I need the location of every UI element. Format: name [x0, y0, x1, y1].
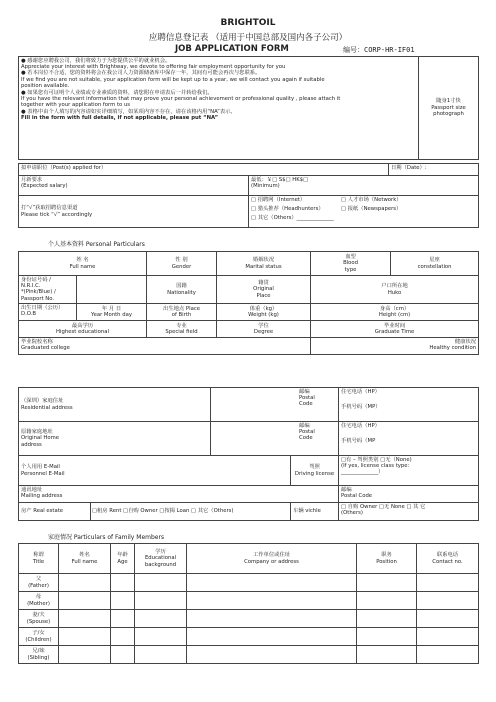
notice-line: ● 如果您有可证明个人业绩或专业素质的资料，请您附在申请表后一并转给我们。: [21, 89, 213, 96]
family-relation-father: 父 (Father): [19, 574, 59, 592]
family-cell[interactable]: [135, 628, 187, 646]
family-cell[interactable]: [357, 646, 417, 664]
notice-line: ● 感谢您应聘我公司，我们将致力于为您提供公平的就业机会。: [21, 57, 171, 64]
family-cell[interactable]: [417, 592, 479, 610]
family-header-contact: 联系电话 Contact no.: [417, 544, 479, 574]
salary-label-cell: [19, 176, 249, 196]
photo-label-en: photograph: [433, 111, 464, 118]
notice-line: If we find you are not suitable, your application form will be kept up to a year, we will contact you again if suitable: [21, 76, 325, 83]
family-cell[interactable]: [417, 646, 479, 664]
family-cell[interactable]: [111, 628, 135, 646]
channel-options: [249, 196, 479, 228]
family-cell[interactable]: [59, 610, 111, 628]
family-cell[interactable]: [135, 610, 187, 628]
family-cell[interactable]: [417, 574, 479, 592]
notice-line: together with your application form to us: [21, 102, 131, 109]
salary-minimum-en: (Minimum): [251, 183, 280, 189]
family-header-name: 姓名 Full name: [59, 544, 111, 574]
family-header-age: 年龄 Age: [111, 544, 135, 574]
channel-newspaper-checkbox[interactable]: □ 报纸（Newspapers）: [341, 206, 402, 212]
position-field[interactable]: [19, 164, 389, 176]
id-label: 身份证号码 / N.R.I.C. *(Pink/Blue) / Passport No.: [19, 276, 77, 304]
notice-text: [19, 57, 419, 160]
family-cell[interactable]: [135, 574, 187, 592]
name-label: 姓 名 Full name: [19, 252, 147, 276]
channel-label-cell: [19, 196, 249, 228]
channel-headhunter-checkbox[interactable]: □ 猎头推荐（Headhunters）: [251, 206, 324, 212]
notice-line: position available.: [21, 83, 70, 90]
family-cell[interactable]: [59, 628, 111, 646]
table-row: [19, 592, 479, 610]
special-field-label: 专业 Special field: [147, 321, 217, 338]
family-cell[interactable]: [187, 628, 357, 646]
family-relation-mother: 母 (Mother): [19, 592, 59, 610]
channel-others-checkbox[interactable]: □ 其它（Others）______________: [251, 215, 334, 222]
channel-label-en: Please tick “√” accordingly: [21, 211, 93, 218]
date-label: 日期（Date）:: [391, 164, 427, 171]
form-title-en: JOB APPLICATION FORM: [175, 44, 289, 54]
real-estate-label: 房产 Real estate: [19, 503, 91, 521]
notice-line: If you have the relevant information that may prove your personal achievement or professional quality , please attach it: [21, 96, 341, 103]
marital-label: 婚姻状况 Marital status: [217, 252, 311, 276]
family-cell[interactable]: [187, 646, 357, 664]
contact-table: [18, 387, 479, 521]
gender-label: 性 别 Gender: [147, 252, 217, 276]
original-address-field[interactable]: 原籍家庭地址 Original Home address: [19, 422, 211, 456]
family-relation-sibling: 兄/妹 (Sibling): [19, 646, 59, 664]
table-row: [19, 628, 479, 646]
salary-minimum-field[interactable]: [249, 176, 479, 196]
family-cell[interactable]: [59, 574, 111, 592]
family-cell[interactable]: [187, 592, 357, 610]
family-section-title: 家庭情况 Particulars of Family Members: [48, 534, 165, 541]
residential-label-en: Residential address: [21, 404, 73, 411]
family-relation-spouse: 妻/夫 (Spouse): [19, 610, 59, 628]
family-header-company: 工作单位或住址 Company or address: [187, 544, 357, 574]
position-label: 拟申请职位（Post(s) applied for）: [21, 164, 107, 171]
driving-license-label: 驾照 Driving license: [291, 456, 339, 486]
dob-field[interactable]: 年 月 日 Year Month day: [77, 304, 147, 321]
email-field[interactable]: 个人用用 E-Mail Personnel E-Mail: [19, 456, 291, 486]
dob-label: 出生日期（公历） D.O.B: [19, 304, 77, 321]
family-header-title: 称谓 Title: [19, 544, 59, 574]
family-cell[interactable]: [111, 610, 135, 628]
huko-label: 户口所在地 Huko: [311, 276, 479, 304]
blood-type-label: 血型 Blood type: [311, 252, 391, 276]
table-row: [19, 610, 479, 628]
residential-address-field[interactable]: [19, 388, 211, 422]
graduate-time-label: 毕业时间 Graduate Time: [311, 321, 479, 338]
mailing-address-field[interactable]: 通讯地址 Mailing address: [19, 486, 339, 503]
family-relation-children: 子/女 (Children): [19, 628, 59, 646]
notice-table: [18, 56, 479, 160]
table-row: [19, 574, 479, 592]
family-cell[interactable]: [417, 628, 479, 646]
phone-field[interactable]: 住宅电话（HP） 手机号码（MP: [339, 422, 479, 456]
salary-minimum-options: 最低：￥□ S$□ HK$□: [251, 176, 309, 183]
real-estate-options[interactable]: □租房 Rent □自购 Owner □按揭 Loan □ 其它（Others): [91, 503, 291, 521]
family-cell[interactable]: [417, 610, 479, 628]
table-row: [19, 646, 479, 664]
family-cell[interactable]: [187, 574, 357, 592]
family-cell[interactable]: [111, 574, 135, 592]
family-cell[interactable]: [59, 646, 111, 664]
id-field[interactable]: [77, 276, 147, 304]
photo-label-cn: 随身1寸快: [436, 98, 461, 105]
form-title-cn: 应聘信息登记表 （适用于中国总部及国内各子公司）: [148, 33, 348, 43]
photo-label-en: Passport size: [431, 104, 466, 111]
weight-label: 体重（kg） Weight (kg): [217, 304, 311, 321]
notice-line: Appreciate your interest with Brightway, we devote to offering fair employment opportunity for you: [21, 64, 286, 70]
phone-field[interactable]: 住宅电话（HP） 手机号码（MP）: [339, 388, 479, 422]
vehicle-label: 车辆 vichle: [291, 503, 339, 521]
application-table: [18, 163, 479, 228]
notice-line: ● 若本岗位不合适，您的资料将会在我公司人力资源储备库中保存一年，其间有可能会再次与您联系。: [21, 70, 261, 77]
notice-line: ● 表格中由个人填写的内容请如实详细填写，如某项内容不存在，请在该格内用“NA”表示。: [21, 108, 236, 115]
channel-network-checkbox[interactable]: □ 人才市场（Network）: [341, 196, 402, 203]
family-cell[interactable]: [357, 574, 417, 592]
birthplace-label: 出生地点 Place of Birth: [147, 304, 217, 321]
family-cell[interactable]: [59, 592, 111, 610]
height-label: 身高（cm） Height (cm): [311, 304, 479, 321]
education-label: 最高学历 Highest educational: [19, 321, 147, 338]
family-cell[interactable]: [135, 592, 187, 610]
vehicle-options[interactable]: □ 自购 Owner □无 None □ 其 它 (Others): [339, 503, 479, 521]
postal-code-field[interactable]: 邮编 Postal Code: [211, 422, 339, 456]
nationality-label: 国籍 Nationality: [147, 276, 217, 304]
company-name: BRIGHTOIL: [220, 18, 276, 28]
family-cell[interactable]: [357, 628, 417, 646]
residential-label-cn: （深圳）家庭住址: [21, 398, 64, 405]
degree-label: 学位 Degree: [217, 321, 311, 338]
mailing-postal-field[interactable]: 邮编 Postal Code: [339, 486, 479, 503]
family-cell[interactable]: [357, 592, 417, 610]
salary-label-en: (Expected salary): [21, 183, 68, 189]
family-cell[interactable]: [357, 610, 417, 628]
channel-label-cn: 打“√”获取招聘信息渠道: [21, 205, 78, 212]
photo-box[interactable]: [419, 57, 479, 160]
personal-section-title: 个人基本资料 Personal Particulars: [48, 241, 145, 248]
health-label: 健康状况 Healthy condition: [311, 338, 479, 355]
family-header-education: 学历 Educational background: [135, 544, 187, 574]
family-cell[interactable]: [111, 592, 135, 610]
postal-code-field[interactable]: 邮编 Postal Code: [211, 388, 339, 422]
family-header-row: [19, 544, 479, 574]
college-label: 毕业院校名称 Graduated college: [19, 338, 311, 355]
family-cell[interactable]: [187, 610, 357, 628]
personal-table: [18, 251, 479, 355]
notice-line: Fill in the form with full details, if not applicable, please put “NA”: [21, 115, 219, 122]
channel-internet-checkbox[interactable]: □ 招聘网（Internet）: [251, 196, 306, 203]
origin-label: 籍贯 Original Place: [217, 276, 311, 304]
date-field[interactable]: [389, 164, 479, 176]
family-cell[interactable]: [111, 646, 135, 664]
family-cell[interactable]: [135, 646, 187, 664]
constellation-label: 星座 constellation: [391, 252, 479, 276]
salary-label-cn: 月新要求: [21, 176, 43, 183]
form-code: 编号：CORP-HR-IF01: [343, 46, 415, 54]
family-header-position: 职务 Position: [357, 544, 417, 574]
driving-license-options[interactable]: □有 – 驾照类别 □无（None) (If yes, license class type： ______________）: [339, 456, 479, 486]
family-table: [18, 543, 479, 664]
